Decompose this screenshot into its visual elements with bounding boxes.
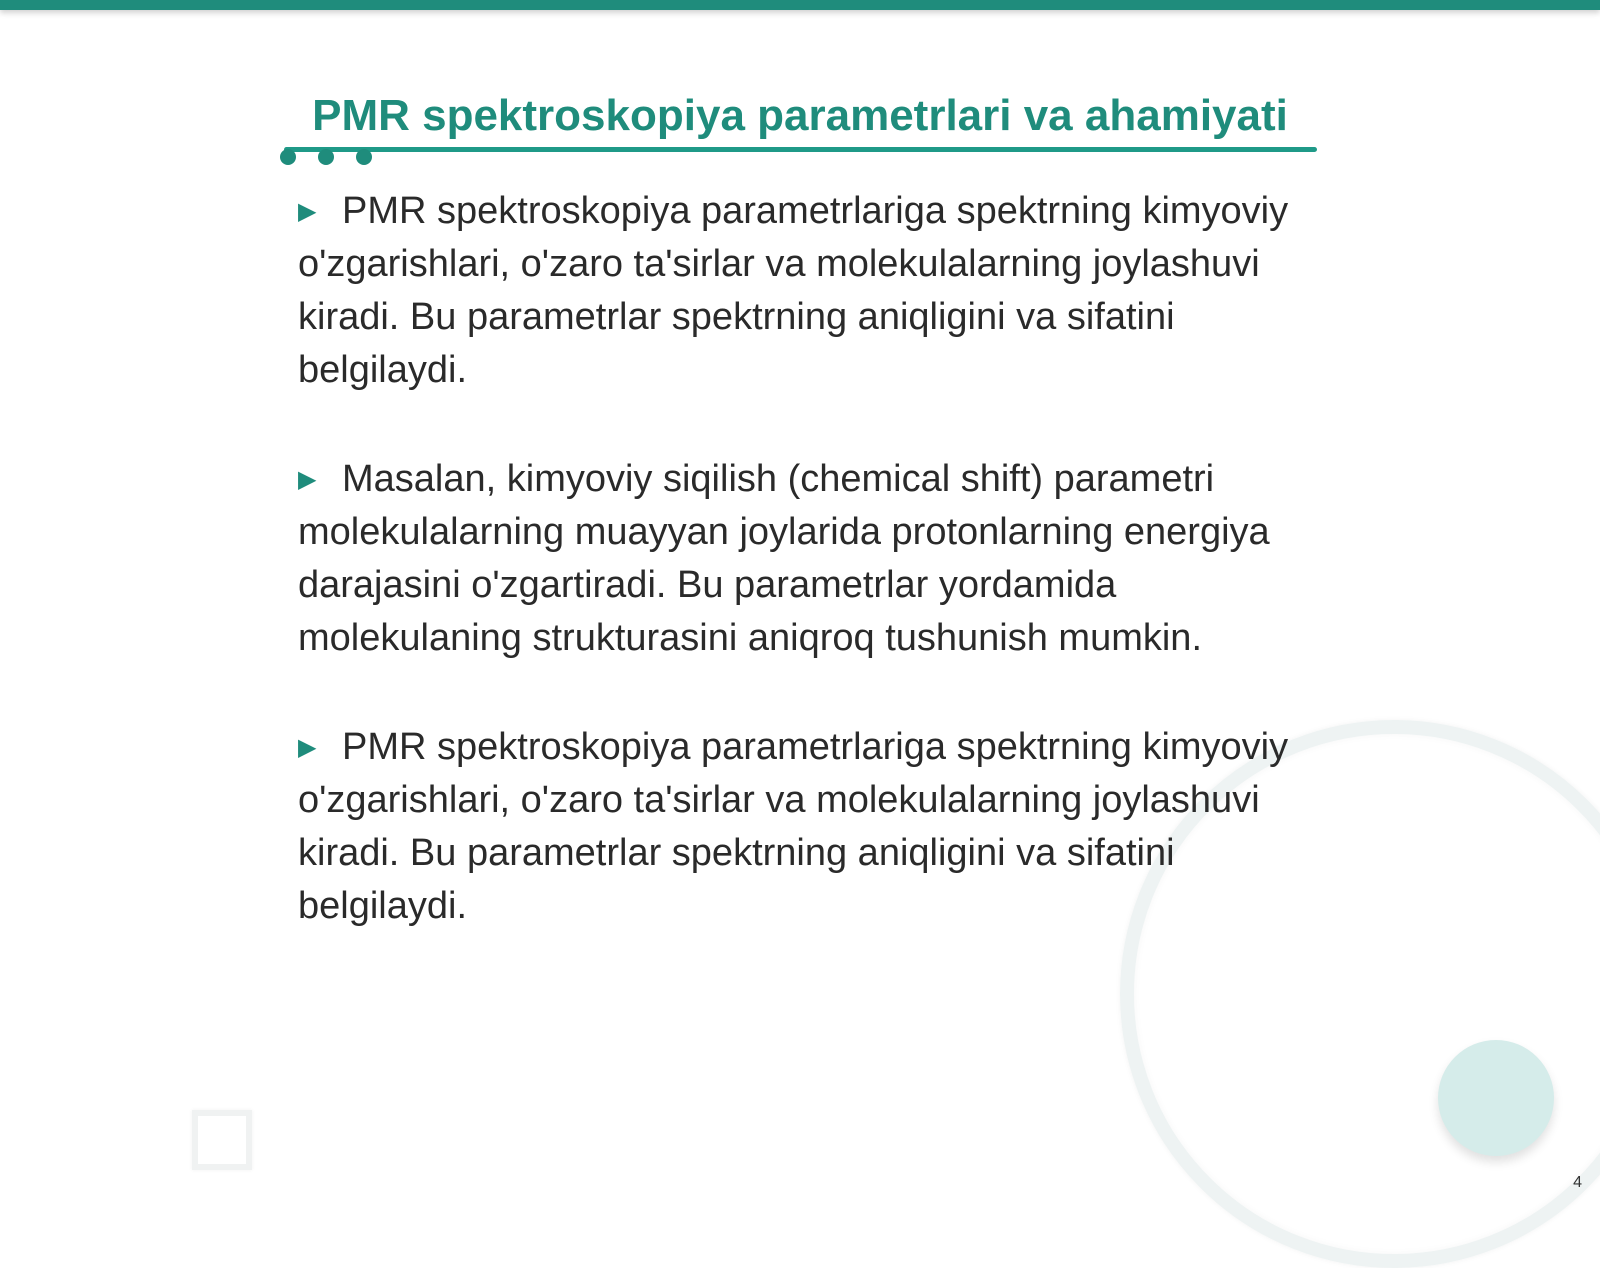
bullet-list: [298, 185, 1298, 989]
triangle-right-icon: ▶: [298, 734, 317, 761]
top-accent-bar: [0, 0, 1600, 10]
slide-title: PMR spektroskopiya parametrlari va ahamiyati: [312, 91, 1288, 140]
decorative-circle: [1438, 1040, 1554, 1156]
triangle-right-icon: ▶: [298, 466, 317, 493]
triangle-right-icon: ▶: [298, 198, 317, 225]
bullet-text: PMR spektroskopiya parametrlariga spektrning kimyoviy o'zgarishlari, o'zaro ta'sirlar va molekulalarning joylashuvi kiradi. Bu parametrlar spektrning aniqligini va sifatini belgilaydi.: [298, 190, 1289, 391]
underline-dot: [318, 149, 334, 165]
underline-dot: [356, 149, 372, 165]
decorative-square: [192, 1110, 252, 1170]
bullet-item: [298, 453, 1298, 665]
page-number: 4: [1573, 1174, 1582, 1191]
bullet-item: [298, 721, 1298, 933]
bullet-item: [298, 185, 1298, 397]
title-underline: [284, 147, 1317, 152]
bullet-text: Masalan, kimyoviy siqilish (chemical shift) parametri molekulalarning muayyan joylarida protonlarning energiya darajasini o'zgartiradi. Bu parametrlar yordamida molekulaning strukturasini aniqroq tushunish mumkin.: [298, 458, 1270, 659]
bullet-text: PMR spektroskopiya parametrlariga spektrning kimyoviy o'zgarishlari, o'zaro ta'sirlar va molekulalarning joylashuvi kiradi. Bu parametrlar spektrning aniqligini va sifatini belgilaydi.: [298, 726, 1289, 927]
underline-dot: [280, 149, 296, 165]
